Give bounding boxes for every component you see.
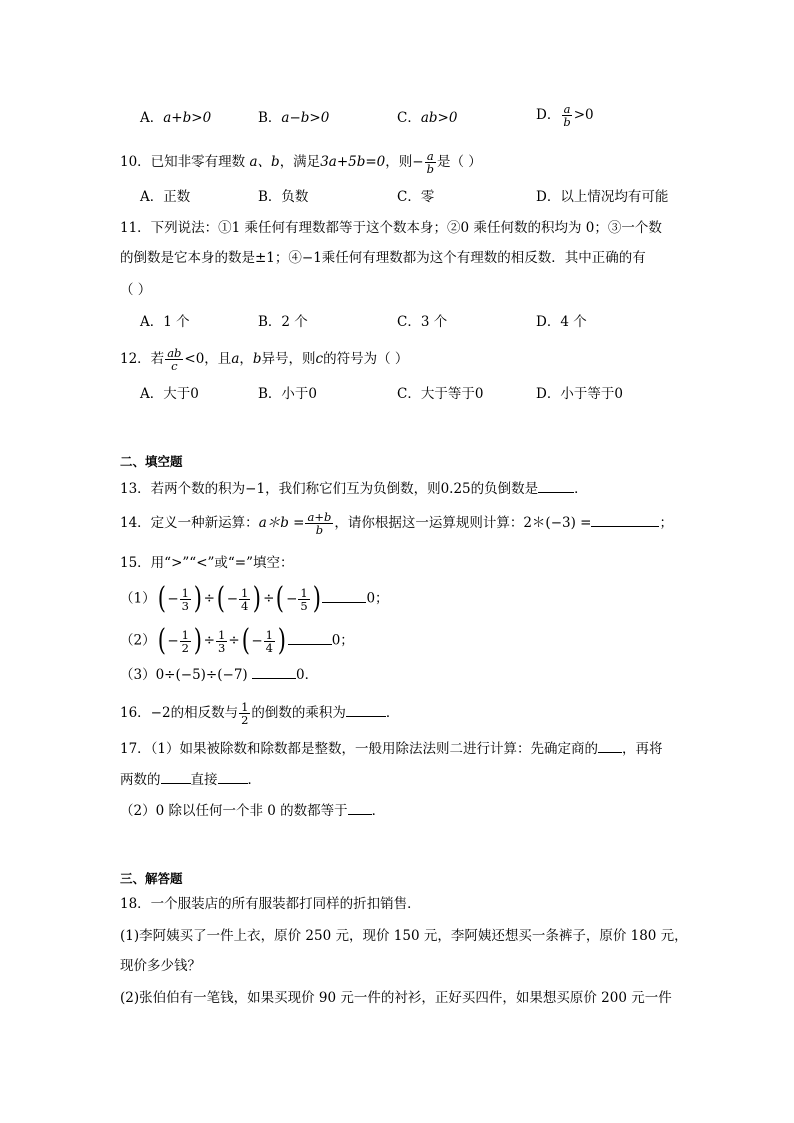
q12-option-d: D．小于等于0 (536, 386, 623, 402)
q9-option-b: B．a−b>0 (258, 110, 330, 126)
q11-option-a: A．1 个 (140, 314, 190, 330)
question-15-part-1: （1） ( − $\frac{1}{3}$ ) ÷ ( − $\frac{1}{4}$ ) ÷ ( − $\frac{1}{5}$ ) 0； (120, 581, 389, 616)
q9-option-a: A．a+b>0 (140, 110, 212, 126)
question-15-part-2: （2） ( − $\frac{1}{2}$ ) ÷ $\frac{1}{3}$ ÷ ( − $\frac{1}{4}$ ) 0； (120, 623, 354, 658)
q11-option-b: B．2 个 (258, 314, 308, 330)
question-18-title: 18．一个服装店的所有服装都打同样的折扣销售． (120, 896, 421, 912)
answer-blank[interactable] (598, 738, 622, 753)
answer-blank[interactable] (252, 664, 296, 679)
question-18-part-1-line-1: (1)李阿姨买了一件上衣，原价 250 元，现价 150 元，李阿姨还想买一条裤子，原价 180 元， (120, 928, 688, 944)
section-heading-solve: 三、解答题 (120, 871, 183, 886)
q12-option-b: B．小于0 (258, 386, 318, 402)
q9-option-d: D． $\frac{a}{b}$ >0 (536, 102, 594, 129)
answer-blank[interactable] (591, 512, 659, 527)
question-17-line-3: （2）0 除以任何一个非 0 的数都等于 ． (120, 800, 385, 821)
section-heading-fill-in: 二、填空题 (120, 454, 183, 469)
question-17-line-1: 17．（1）如果被除数和除数都是整数，一般用除法法则二进行计算：先确定商的 ，再将 (120, 738, 663, 759)
question-15-part-3: （3）0÷(−5)÷(−7) 0． (120, 664, 318, 685)
answer-blank[interactable] (288, 630, 332, 645)
fraction: $\frac{a+b}{b}$ (307, 510, 332, 537)
q10-option-c: C．零 (397, 189, 435, 205)
answer-blank[interactable] (322, 588, 366, 603)
answer-blank[interactable] (538, 478, 574, 493)
question-16: 16．−2的相反数与 $\frac{1}{2}$ 的倒数的乘积为 ． (120, 700, 400, 727)
answer-blank[interactable] (218, 769, 248, 784)
question-17-line-2: 两数的 直接 ． (120, 769, 261, 790)
answer-blank[interactable] (161, 769, 191, 784)
question-14: 14．定义一种新运算：a＊b = $\frac{a+b}{b}$ ，请你根据这一运算规则计算：2＊(−3) = ； (120, 510, 673, 537)
question-15-title: 15．用“>”“<”或“=”填空： (120, 555, 294, 571)
fraction: $\frac{a}{b}$ (426, 149, 434, 176)
question-11-line-3: （ ） (120, 282, 152, 298)
answer-blank[interactable] (346, 702, 386, 717)
fraction: $\frac{1}{2}$ (241, 700, 249, 727)
q9-option-c: C．ab>0 (397, 110, 458, 126)
q11-option-c: C．3 个 (397, 314, 448, 330)
answer-blank[interactable] (348, 800, 372, 815)
fraction: $\frac{a}{b}$ (563, 102, 571, 129)
fraction: $\frac{ab}{c}$ (167, 346, 182, 373)
question-13: 13．若两个数的积为−1，我们称它们互为负倒数，则0.25的负倒数是 ． (120, 478, 588, 499)
question-18-part-2: (2)张伯伯有一笔钱，如果买现价 90 元一件的衬衫，正好买四件，如果想买原价 200 元一件 (120, 990, 672, 1006)
q10-option-d: D．以上情况均有可能 (536, 189, 669, 205)
q11-option-d: D．4 个 (536, 314, 587, 330)
q12-option-c: C．大于等于0 (397, 386, 484, 402)
q10-option-a: A．正数 (140, 189, 191, 205)
question-10: 10．已知非零有理数 a、b，满足3a+5b=0，则− $\frac{a}{b}$ 是（ ） (120, 149, 482, 176)
question-11-line-2: 的倒数是它本身的数是±1；④−1乘任何有理数都为这个有理数的相反数．其中正确的有 (120, 250, 646, 266)
q10-option-b: B．负数 (258, 189, 309, 205)
question-18-part-1-line-2: 现价多少钱？ (120, 958, 201, 974)
question-11-line-1: 11．下列说法：①1 乘任何有理数都等于这个数本身；②0 乘任何数的积均为 0；③一个数 (120, 220, 662, 236)
question-12: 12．若 $\frac{ab}{c}$ <0，且a，b异号，则c的符号为（ ） (120, 346, 409, 373)
q12-option-a: A．大于0 (140, 386, 199, 402)
